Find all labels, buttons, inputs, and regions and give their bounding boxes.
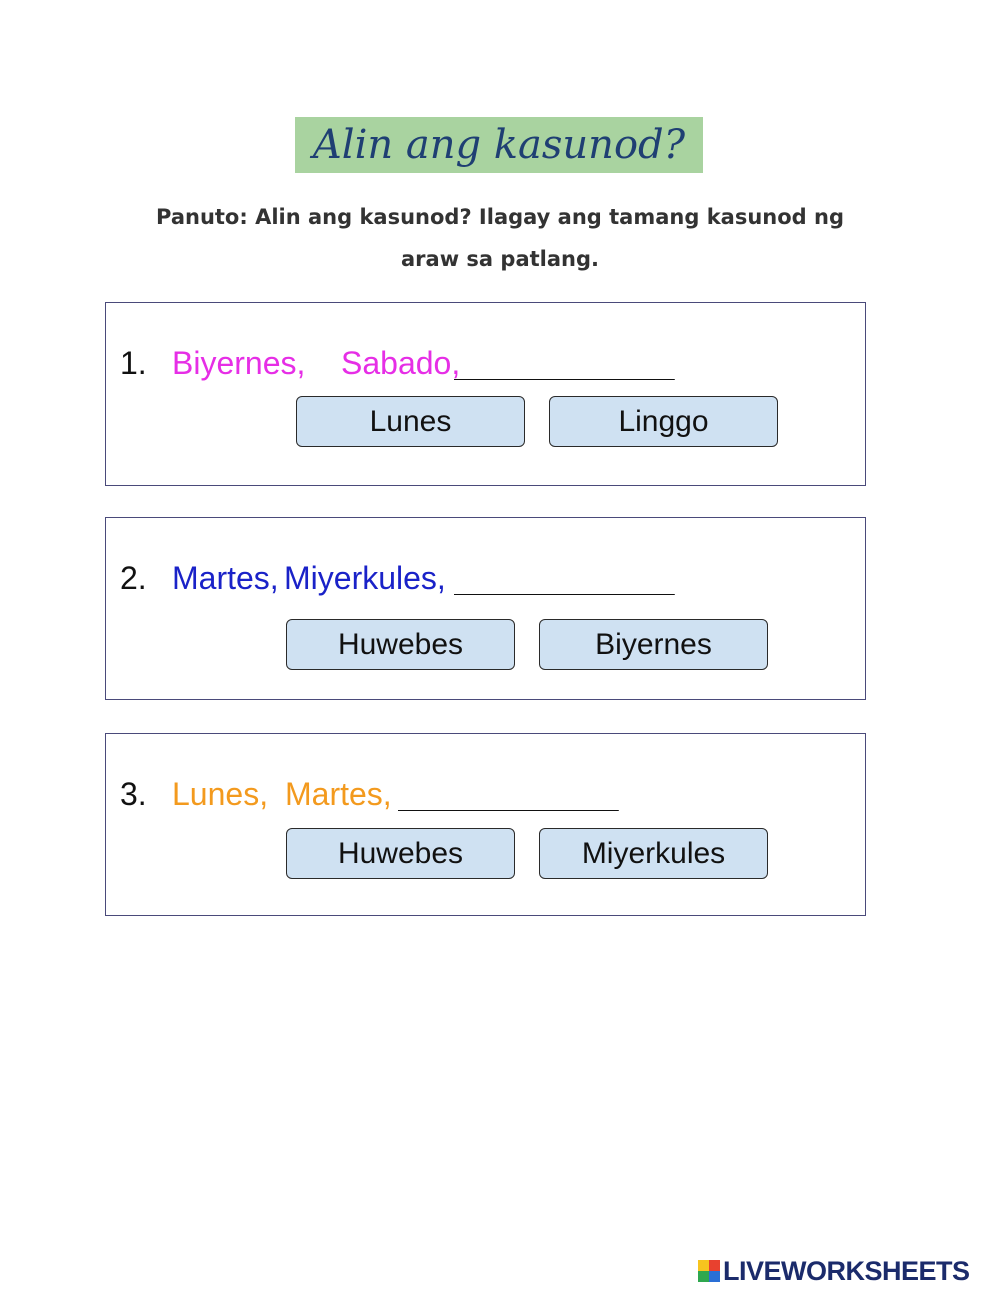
question-number: 3.: [120, 776, 147, 812]
question-box-1: [105, 302, 866, 486]
choice-button-huwebes[interactable]: Huwebes: [286, 828, 515, 879]
question-number: 2.: [120, 560, 147, 596]
choice-button-huwebes[interactable]: Huwebes: [286, 619, 515, 670]
sequence-word: Martes,: [172, 560, 279, 596]
page-title: Alin ang kasunod?: [312, 122, 686, 168]
question-box-2: [105, 517, 866, 700]
answer-blank[interactable]: _______________: [398, 782, 618, 812]
sequence-word: Lunes,: [172, 776, 269, 812]
sequence-word: Sabado,: [341, 345, 461, 381]
choice-button-lunes[interactable]: Lunes: [296, 396, 525, 447]
title-highlight: [295, 117, 703, 173]
sequence-word: Biyernes,: [172, 345, 306, 381]
answer-blank[interactable]: _______________: [454, 566, 674, 596]
instructions-text: Panuto: Alin ang kasunod? Ilagay ang tamang kasunod ng araw sa patlang.: [156, 205, 844, 271]
liveworksheets-logo: [698, 1257, 970, 1285]
answer-blank[interactable]: _______________: [454, 351, 674, 381]
choice-button-linggo[interactable]: Linggo: [549, 396, 778, 447]
choice-button-miyerkules[interactable]: Miyerkules: [539, 828, 768, 879]
sequence-word: Miyerkules,: [284, 560, 446, 596]
liveworksheets-logo-icon: [698, 1260, 720, 1282]
question-box-3: [105, 733, 866, 916]
choice-button-biyernes[interactable]: Biyernes: [539, 619, 768, 670]
sequence-word: Martes,: [285, 776, 392, 812]
brand-name: LIVEWORKSHEETS: [723, 1255, 970, 1286]
question-number: 1.: [120, 345, 147, 381]
